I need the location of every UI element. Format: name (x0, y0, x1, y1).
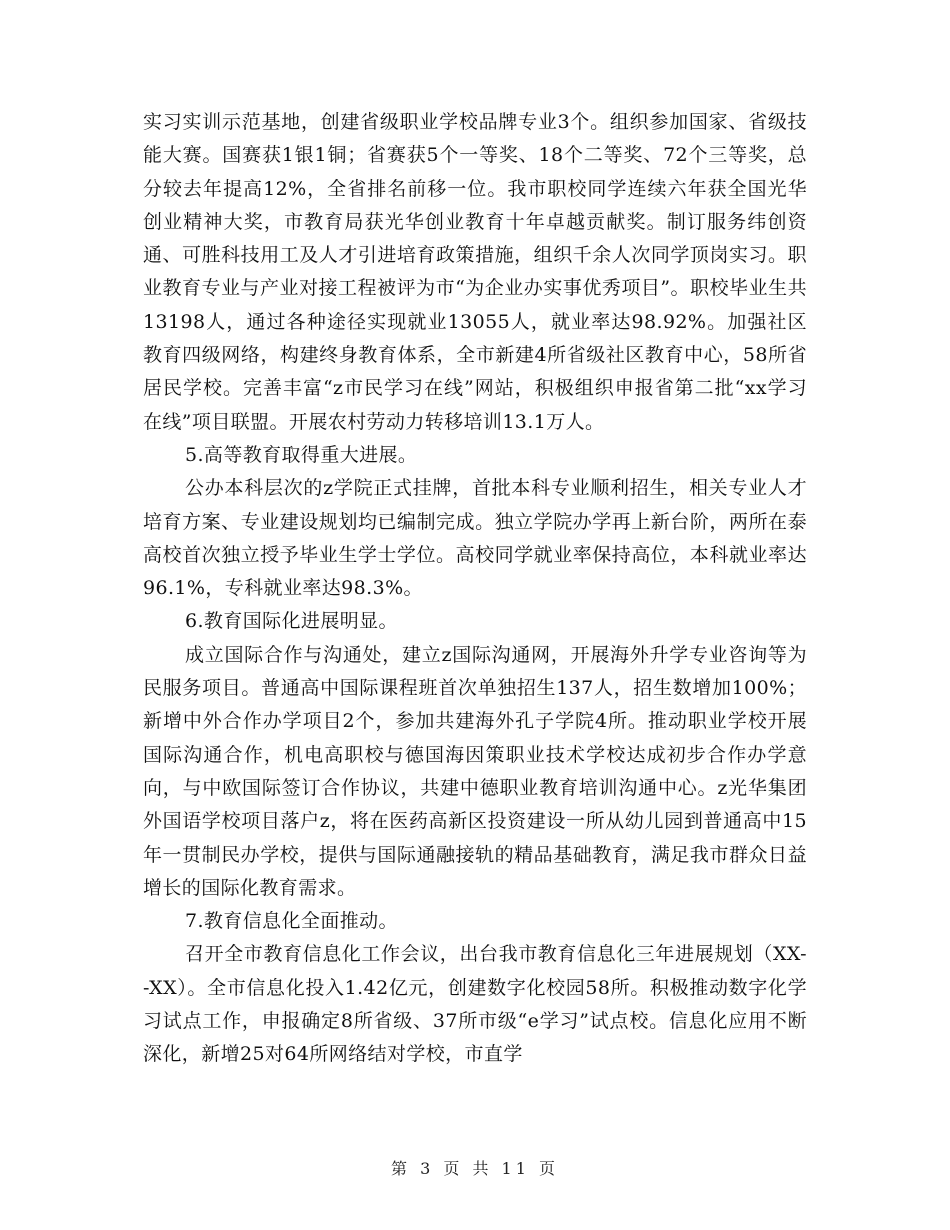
section-heading-internationalization: 6.教育国际化进展明显。 (185, 610, 398, 633)
section-heading-informatization: 7.教育信息化全面推动。 (185, 910, 398, 933)
document-body (143, 106, 807, 1072)
paragraph-informatization: 召开全市教育信息化工作会议，出台我市教育信息化三年进展规划（XX--XX）。全市信息化投入1.42亿元，创建数字化校园58所。积极推动数字化学习试点工作，申报确定8所省级、37所市级“e学习”试点校。信息化应用不断深化，新增25对64所网络结对学校，市直学 (143, 943, 807, 1066)
paragraph-continuation: 实习实训示范基地，创建省级职业学校品牌专业3个。组织参加国家、省级技能大赛。国赛获1银1铜；省赛获5个一等奖、18个二等奖、72个三等奖，总分较去年提高12%，全省排名前移一位。我市职校同学连续六年获全国光华创业精神大奖，市教育局获光华创业教育十年卓越贡献奖。制订服务纬创资通、可胜科技用工及人才引进培育政策措施，组织千余人次同学顶岗实习。职业教育专业与产业对接工程被评为市“为企业办实事优秀项目”。职校毕业生共13198人，通过各种途径实现就业13055人，就业率达98.92%。加强社区教育四级网络，构建终身教育体系，全市新建4所省级社区教育中心，58所省居民学校。完善丰富“z市民学习在线”网站，积极组织申报省第二批“xx学习在线”项目联盟。开展农村劳动力转移培训13.1万人。 (143, 111, 807, 433)
paragraph-internationalization: 成立国际合作与沟通处，建立z国际沟通网，开展海外升学专业咨询等为民服务项目。普通高中国际课程班首次单独招生137人，招生数增加100%；新增中外合作办学项目2个，参加共建海外孔子学院4所。推动职业学校开展国际沟通合作，机电高职校与德国海因策职业技术学校达成初步合作办学意向，与中欧国际签订合作协议，共建中德职业教育培训沟通中心。z光华集团外国语学校项目落户z，将在医药高新区投资建设一所从幼儿园到普通高中15年一贯制民办学校，提供与国际通融接轨的精品基础教育，满足我市群众日益增长的国际化教育需求。 (143, 643, 807, 899)
paragraph-higher-education: 公办本科层次的z学院正式挂牌，首批本科专业顺利招生，相关专业人才培育方案、专业建设规划均已编制完成。独立学院办学再上新台阶，两所在泰高校首次独立授予毕业生学士学位。高校同学就业率保持高位，本科就业率达96.1%，专科就业率达98.3%。 (143, 477, 807, 600)
section-heading-higher-education: 5.高等教育取得重大进展。 (185, 443, 418, 466)
page-number-footer: 第 3 页 共 11 页 (391, 1159, 559, 1178)
